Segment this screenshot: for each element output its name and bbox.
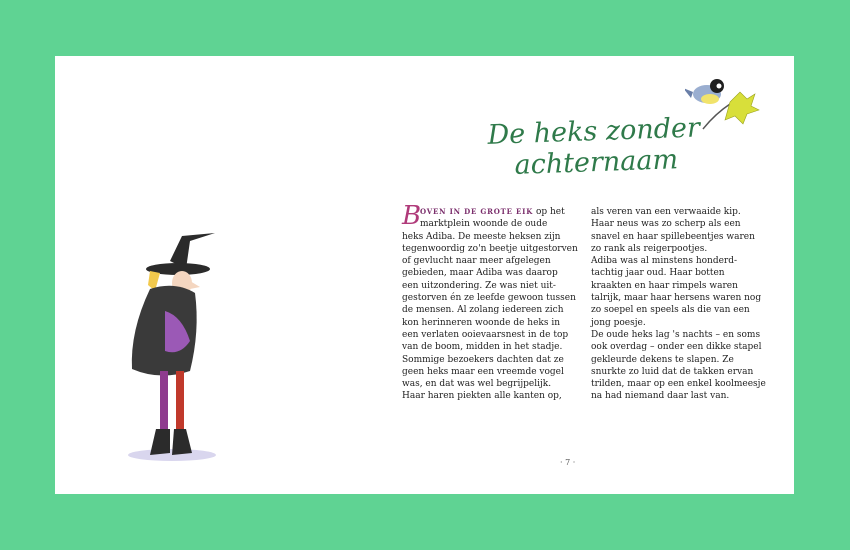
chapter-title bbox=[487, 112, 709, 182]
text-line: OVEN IN DE GROTE EIK op het bbox=[420, 207, 565, 217]
witch-illustration bbox=[120, 231, 220, 466]
drop-cap: B bbox=[402, 201, 422, 231]
text-line: marktplein woonde de oude bbox=[420, 219, 548, 230]
text-line: de mensen. Al zolang iedereen zich bbox=[402, 305, 564, 316]
text-line: na had niemand daar last van. bbox=[591, 391, 730, 402]
text-line: van de boom, midden in het stadje. bbox=[402, 342, 563, 353]
text-line: gestorven én ze leefde gewoon tussen bbox=[402, 293, 576, 304]
text-line: trilden, maar op een enkel koolmeesje bbox=[591, 379, 766, 390]
text-line: ook overdag – onder een dikke stapel bbox=[591, 342, 762, 353]
text-line: was, en dat was wel begrijpelijk. bbox=[402, 379, 552, 390]
text-line: een uitzondering. Ze was niet uit- bbox=[402, 280, 556, 291]
text-column-1 bbox=[402, 206, 582, 403]
text-line: als veren van een verwaaide kip. bbox=[591, 207, 741, 217]
text-line: geen heks maar een vreemde vogel bbox=[402, 366, 564, 377]
book-spread bbox=[55, 56, 794, 494]
text-line: gekleurde dekens te slapen. Ze bbox=[591, 354, 734, 365]
page-number: · 7 · bbox=[560, 458, 576, 467]
lead-in-smallcaps: OVEN IN DE GROTE EIK bbox=[420, 207, 534, 216]
text-line: tachtig jaar oud. Haar botten bbox=[591, 268, 725, 279]
text-line: tegenwoordig zo'n beetje uitgestorven bbox=[402, 243, 578, 254]
text-line: of gevlucht naar meer afgelegen bbox=[402, 256, 551, 267]
text-line: heks Adiba. De meeste heksen zijn bbox=[402, 231, 561, 242]
text-line: Sommige bezoekers dachten dat ze bbox=[402, 354, 564, 365]
text-line: talrijk, maar haar hersens waren nog bbox=[591, 293, 762, 304]
text-line: Haar haren piekten alle kanten op, bbox=[402, 391, 562, 402]
text-column-2 bbox=[591, 206, 766, 403]
text-line: jong poesje. bbox=[591, 317, 646, 328]
text-line: snavel en haar spillebeentjes waren bbox=[591, 231, 755, 242]
text-line: kraakten en haar rimpels waren bbox=[591, 280, 738, 291]
text-line: snurkte zo luid dat de takken ervan bbox=[591, 366, 754, 377]
text-line: kon herinneren woonde de heks in bbox=[402, 317, 561, 328]
text-line: De oude heks lag 's nachts – en soms bbox=[591, 329, 761, 340]
text-line: Adiba was al minstens honderd- bbox=[591, 256, 738, 267]
text-line: een verlaten ooievaarsnest in de top bbox=[402, 329, 569, 340]
text-line: gebieden, maar Adiba was daarop bbox=[402, 268, 558, 279]
title-line-2: achternaam bbox=[514, 144, 679, 181]
text-line: zo rank als reigerpootjes. bbox=[591, 243, 708, 254]
bird-on-leaf-illustration bbox=[685, 74, 765, 134]
text-line: zo soepel en speels als die van een bbox=[591, 305, 750, 316]
title-line-1: De heks zonder bbox=[486, 112, 701, 151]
text-line: Haar neus was zo scherp als een bbox=[591, 219, 741, 230]
